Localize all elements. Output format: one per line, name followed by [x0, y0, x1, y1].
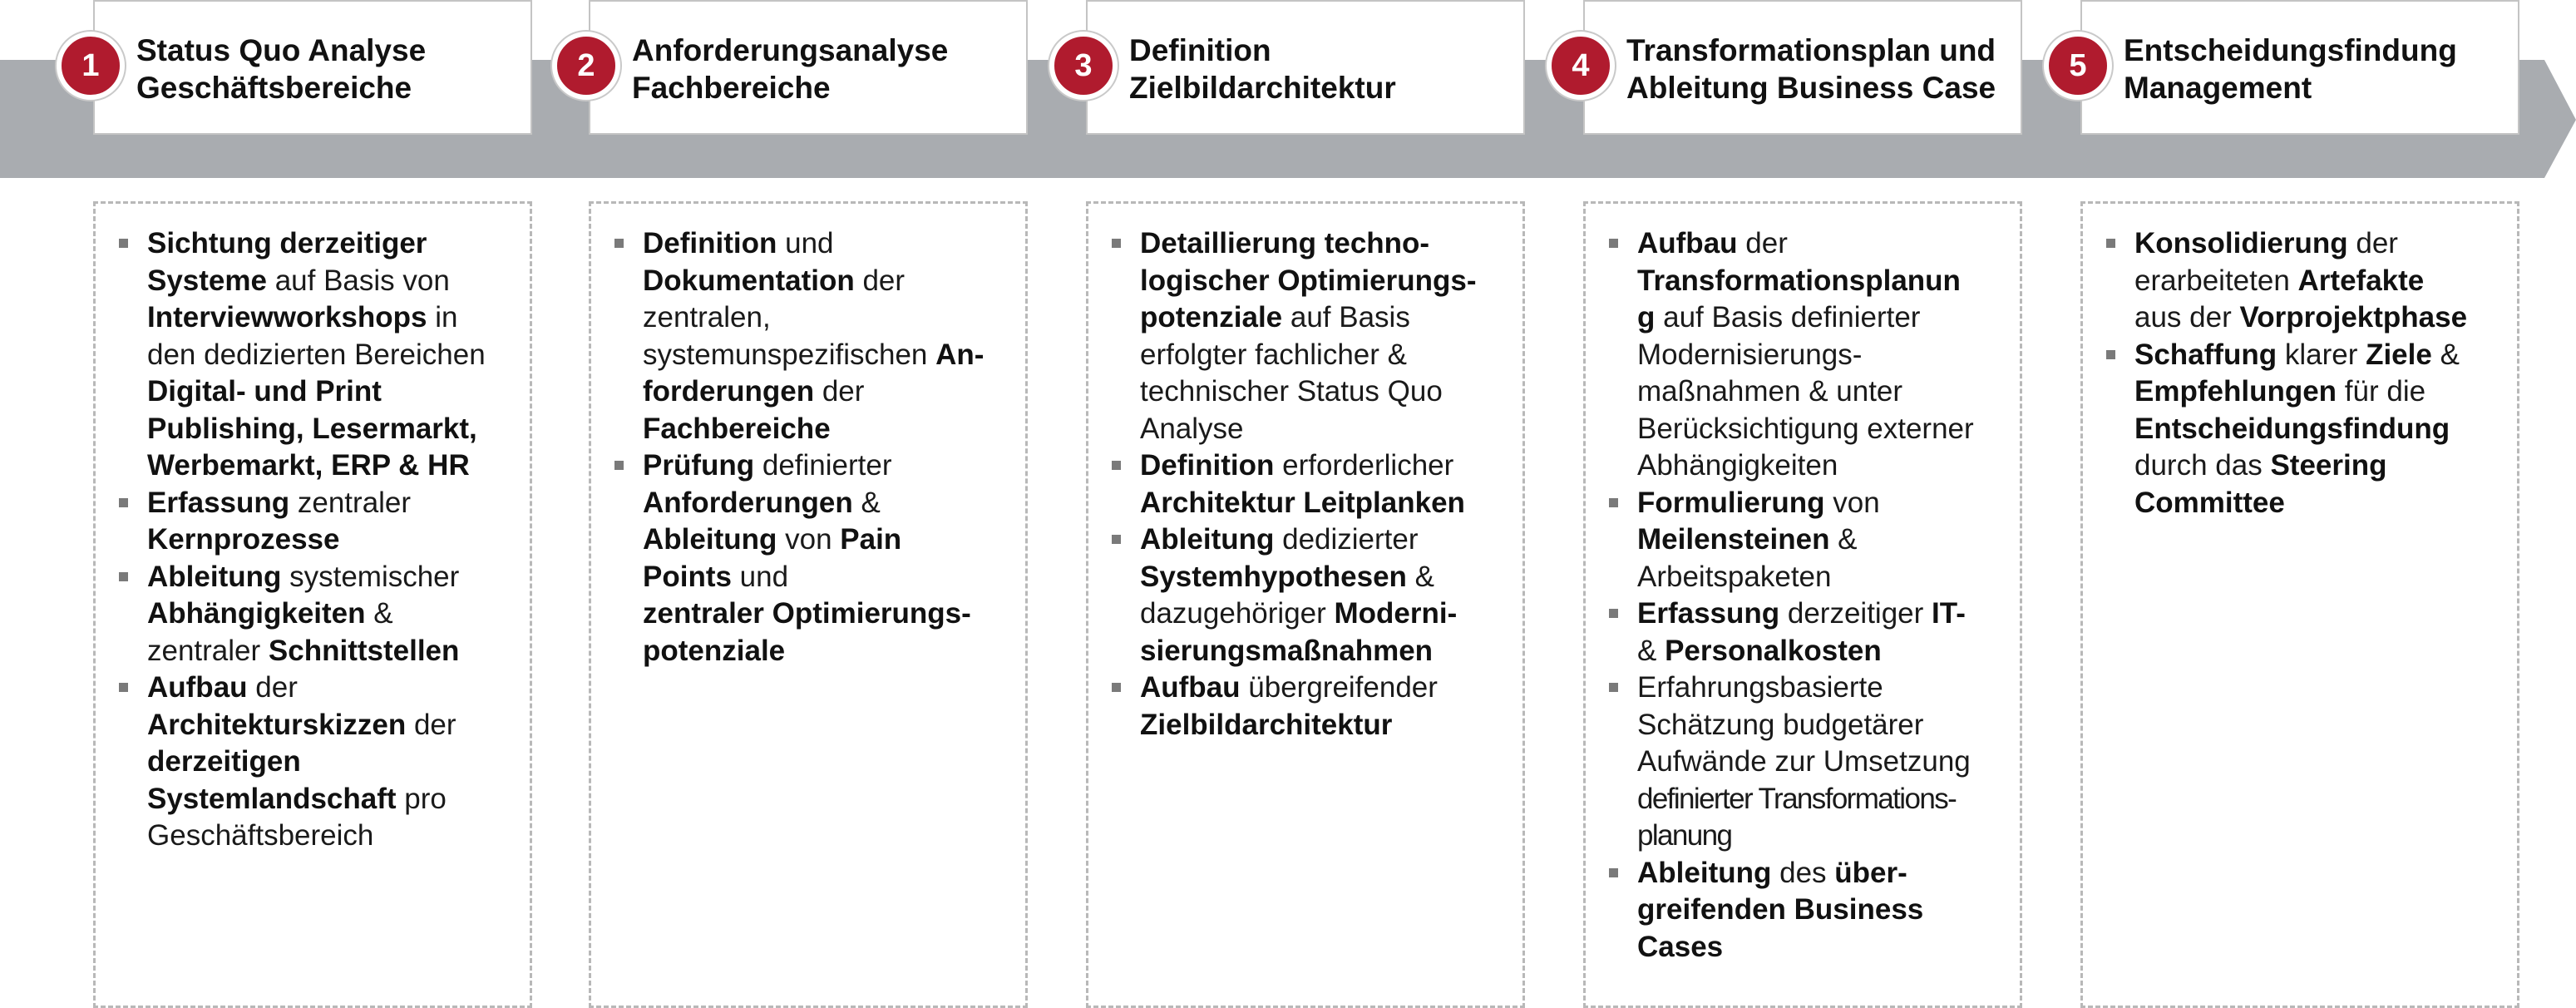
- phase-title: Entscheidungsfindung Management: [2124, 33, 2457, 105]
- bold-text: Architekturskizzen: [147, 708, 407, 741]
- bold-text: Transformationsplanun g: [1637, 264, 1961, 334]
- bullet-item: [119, 485, 518, 559]
- square-bullet-icon: [1609, 868, 1618, 877]
- phase-detail-box-2: [589, 201, 1028, 1008]
- text: definierter Transformations- planung: [1637, 782, 1957, 852]
- square-bullet-icon: [614, 461, 624, 470]
- bold-text: Detaillierung techno- logischer Optimierungs- potenziale: [1140, 227, 1477, 334]
- text: systemischer: [289, 560, 460, 593]
- text: & Arbeitspaketen: [1637, 523, 1858, 593]
- bullet-list: [2106, 225, 2505, 521]
- square-bullet-icon: [1112, 239, 1121, 248]
- phase-detail-box-4: [1583, 201, 2022, 1008]
- square-bullet-icon: [119, 498, 128, 507]
- bullet-item: [1609, 485, 2008, 596]
- text: erforderlicher: [1282, 449, 1454, 482]
- text: der: [255, 671, 298, 704]
- text: &: [861, 486, 881, 519]
- bold-text: Dokumentation: [643, 264, 855, 297]
- bullet-item: [1609, 225, 2008, 485]
- bold-text: Zielbildarchitektur: [1140, 708, 1393, 741]
- text: und: [739, 560, 789, 593]
- square-bullet-icon: [119, 683, 128, 692]
- phase-title: Transformationsplan und Ableitung Business Case: [1626, 33, 1996, 105]
- text: und: [785, 227, 834, 259]
- bold-text: Ableitung: [147, 560, 282, 593]
- bold-text: zentraler Optimierungs- potenziale: [643, 597, 971, 667]
- bold-text: Erfassung: [1637, 597, 1780, 630]
- bold-text: Aufbau: [1140, 671, 1241, 704]
- bullet-item: [119, 225, 518, 485]
- phase-title: Definition Zielbildarchitektur: [1129, 33, 1396, 105]
- bold-text: Anforderungen: [643, 486, 853, 519]
- square-bullet-icon: [2106, 350, 2115, 359]
- phase-header-1: [93, 0, 532, 135]
- bold-text: Fachbereiche: [643, 412, 831, 445]
- phase-detail-box-1: [93, 201, 532, 1008]
- bullet-item: [119, 559, 518, 670]
- bold-text: Abhängigkeiten: [147, 597, 366, 630]
- bold-text: Aufbau: [147, 671, 248, 704]
- text: in den dedizierten Bereichen: [147, 301, 486, 371]
- bold-text: über- greifenden Business Cases: [1637, 856, 1924, 963]
- text: definierter: [762, 449, 892, 482]
- bold-text: Artefakte: [2297, 264, 2425, 297]
- bold-text: Formulierung: [1637, 486, 1825, 519]
- bullet-item: [1609, 855, 2008, 966]
- bold-text: derzeitigen Systemlandschaft: [147, 745, 397, 815]
- bold-text: Digital- und Print Publishing, Lesermarkt, Werbemarkt, ERP & HR: [147, 375, 477, 482]
- phase-header-3: [1086, 0, 1525, 135]
- bold-text: Architektur Leitplanken: [1140, 486, 1465, 519]
- text: &: [1637, 634, 1657, 667]
- bullet-item: [1112, 670, 1511, 744]
- bold-text: Moderni- sierungsmaßnahmen: [1140, 597, 1458, 667]
- square-bullet-icon: [1609, 609, 1618, 618]
- bold-text: Definition: [1140, 449, 1275, 482]
- text: auf Basis von: [274, 264, 450, 297]
- square-bullet-icon: [614, 239, 624, 248]
- text: der zentralen, systemunspezifischen: [643, 264, 928, 371]
- bold-text: Pain Points: [643, 523, 902, 593]
- square-bullet-icon: [1609, 498, 1618, 507]
- square-bullet-icon: [1609, 683, 1618, 692]
- bold-text: Ziele: [2366, 338, 2432, 371]
- bullet-item: [1112, 447, 1511, 521]
- text: &: [2440, 338, 2460, 371]
- bullet-list: [614, 225, 1014, 670]
- phase-detail-box-3: [1086, 201, 1525, 1008]
- bold-text: IT-: [1932, 597, 1966, 630]
- square-bullet-icon: [1112, 535, 1121, 544]
- phase-header-2: [589, 0, 1028, 135]
- bold-text: Schnittstellen: [268, 634, 460, 667]
- phase-title: Status Quo Analyse Geschäftsbereiche: [136, 33, 427, 105]
- phase-detail-box-5: [2080, 201, 2519, 1008]
- bullet-list: [1609, 225, 2008, 966]
- text: derzeitiger: [1779, 597, 1932, 630]
- bold-text: Meilensteinen: [1637, 523, 1830, 556]
- text: der erarbeiteten: [2134, 227, 2398, 297]
- bullet-item: [1609, 670, 2008, 855]
- bold-text: Schaffung: [2134, 338, 2277, 371]
- bold-text: Interviewworkshops: [147, 301, 427, 334]
- phase-number-badge: 1: [57, 32, 125, 100]
- bold-text: An- forderungen: [643, 338, 985, 408]
- text: & dazugehöriger: [1140, 560, 1435, 630]
- text: des: [1771, 856, 1835, 889]
- bullet-list: [1112, 225, 1511, 744]
- text: der: [1745, 227, 1788, 259]
- square-bullet-icon: [119, 239, 128, 248]
- bold-text: Empfehlungen: [2134, 375, 2337, 408]
- text: übergreifender: [1248, 671, 1438, 704]
- bullet-item: [1112, 225, 1511, 447]
- text: auf Basis erfolgter fachlicher & technischer Status Quo Analyse: [1140, 301, 1443, 445]
- text: von: [1833, 486, 1880, 519]
- phase-title: Anforderungsanalyse Fachbereiche: [632, 33, 949, 105]
- bold-text: Erfassung: [147, 486, 290, 519]
- text: & zentraler: [147, 597, 393, 667]
- bullet-item: [614, 225, 1014, 447]
- phase-number-badge: 5: [2044, 32, 2112, 100]
- bold-text: Systemhypothesen: [1140, 560, 1407, 593]
- text: auf Basis definierter Modernisierungs- maßnahmen & unter Berücksichtigung externer Abhängigkeiten: [1637, 301, 1974, 482]
- bullet-item: [119, 670, 518, 855]
- text: pro Geschäftsbereich: [147, 782, 447, 852]
- text: der: [822, 375, 865, 408]
- text: Erfahrungsbasierte Schätzung budgetärer Aufwände zur Umsetzung: [1637, 671, 1971, 778]
- phase-number-badge: 4: [1547, 32, 1615, 100]
- bold-text: Aufbau: [1637, 227, 1738, 259]
- text: durch das: [2134, 449, 2263, 482]
- bold-text: Prüfung: [643, 449, 755, 482]
- bullet-item: [2106, 225, 2505, 337]
- bullet-item: [1112, 521, 1511, 670]
- bullet-item: [2106, 337, 2505, 522]
- bold-text: Kernprozesse: [147, 523, 340, 556]
- bullet-item: [1609, 595, 2008, 670]
- bold-text: Ableitung: [1637, 856, 1772, 889]
- bold-text: Vorprojektphase: [2239, 301, 2468, 334]
- text: für die: [2344, 375, 2426, 408]
- phase-number-badge: 3: [1049, 32, 1118, 100]
- square-bullet-icon: [1112, 683, 1121, 692]
- text: von: [777, 523, 841, 556]
- phase-number-badge: 2: [552, 32, 620, 100]
- text: klarer: [2277, 338, 2366, 371]
- bold-text: Konsolidierung: [2134, 227, 2348, 259]
- bold-text: Steering Committee: [2134, 449, 2387, 519]
- phase-header-5: [2080, 0, 2519, 135]
- text: zentraler: [297, 486, 412, 519]
- bullet-item: [614, 447, 1014, 670]
- bold-text: Personalkosten: [1665, 634, 1882, 667]
- bold-text: Entscheidungsfindung: [2134, 412, 2450, 445]
- text: der: [413, 708, 456, 741]
- bold-text: Ableitung: [1140, 523, 1275, 556]
- bold-text: Definition: [643, 227, 777, 259]
- square-bullet-icon: [119, 572, 128, 581]
- bullet-list: [119, 225, 518, 855]
- text: dedizierter: [1282, 523, 1419, 556]
- square-bullet-icon: [2106, 239, 2115, 248]
- square-bullet-icon: [1112, 461, 1121, 470]
- bold-text: Ableitung: [643, 523, 777, 556]
- square-bullet-icon: [1609, 239, 1618, 248]
- phase-header-4: [1583, 0, 2022, 135]
- bold-text: Sichtung derzeitiger Systeme: [147, 227, 427, 297]
- text: aus der: [2134, 301, 2232, 334]
